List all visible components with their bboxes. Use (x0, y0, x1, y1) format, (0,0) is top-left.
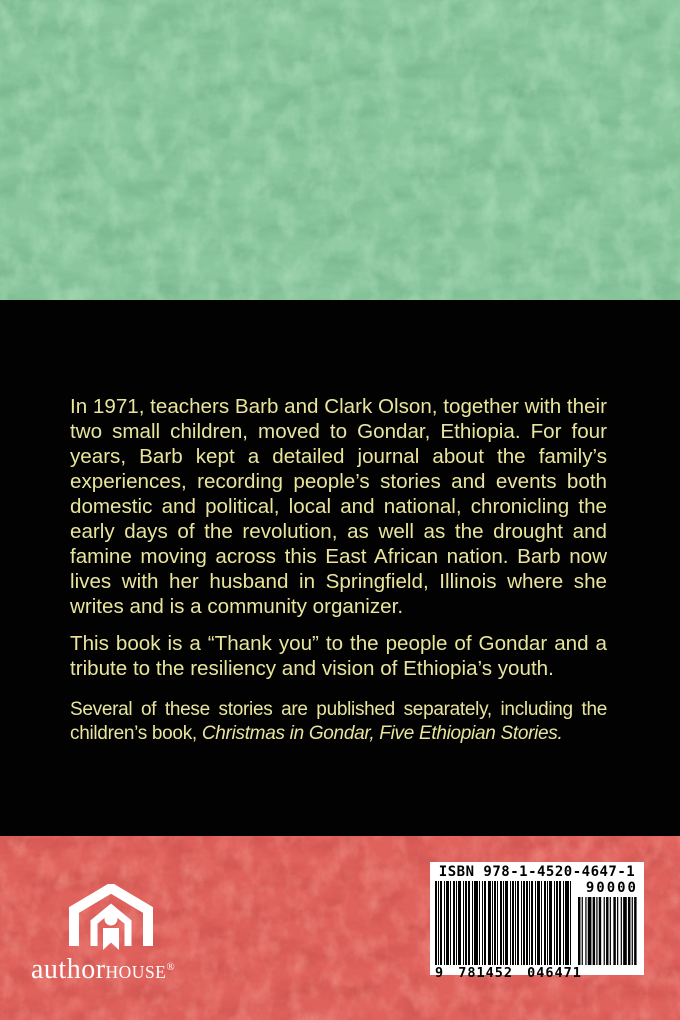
green-stucco-texture (0, 0, 680, 300)
barcode-main-column (435, 881, 582, 982)
top-color-band (0, 0, 680, 300)
isbn-number-text: ISBN 978-1-4520-4647-1 (438, 864, 636, 880)
barcode-digits-text: 9 781452 046471 (435, 965, 582, 982)
barcode-price-code-text: 90000 (585, 880, 638, 896)
publisher-wordmark (31, 954, 211, 986)
barcode-supplement-column (578, 881, 639, 981)
registered-trademark-symbol: ® (166, 961, 175, 973)
synopsis-text-block (70, 394, 607, 746)
bottom-color-band (0, 836, 680, 1020)
synopsis-paragraph-3 (70, 698, 607, 746)
synopsis-paragraph-1: In 1971, teachers Barb and Clark Olson, together with their two small children, moved to Gondar, Ethiopia. For four years, Barb kept a detailed journal about the family’s experiences, recording people’s stories and events both domestic and political, local and national, chronicling the early days of the revolution, as well as the drought and famine moving across this East African nation. Barb now lives with her husband in Springfield, Illinois where she writes and is a community organizer. (70, 395, 607, 618)
paragraph-3-text: Several of these stories are published separately, including the children’s book, (70, 699, 607, 744)
synopsis-paragraph-2: This book is a “Thank you” to the people of Gondar and a tribute to the resiliency and vision of Ethiopia’s youth. (70, 632, 607, 680)
barcode-bars-supplement (578, 897, 639, 965)
referenced-book-title: Christmas in Gondar, Five Ethiopian Stories. (201, 723, 563, 744)
publisher-name-lower: author (31, 954, 106, 985)
barcode-bars-main (435, 881, 571, 965)
barcode-bars-row (435, 881, 639, 981)
isbn-barcode (430, 862, 644, 982)
publisher-house-icon (66, 884, 156, 952)
publisher-name-caps: HOUSE (105, 962, 167, 982)
synopsis-band (0, 300, 680, 836)
